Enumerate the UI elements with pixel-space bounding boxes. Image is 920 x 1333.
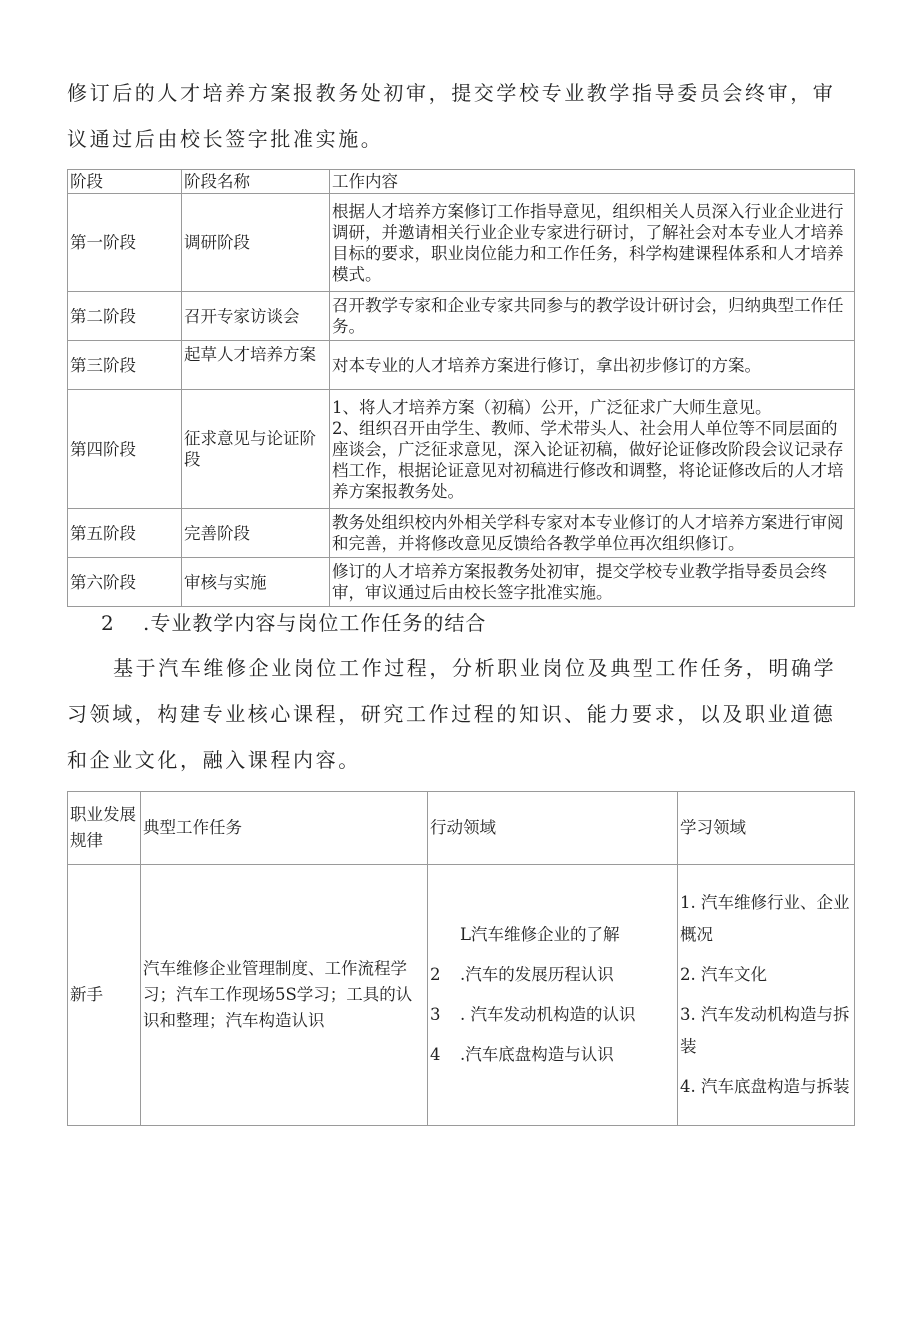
learning-item: 3. 汽车发动机构造与拆装 [680, 1005, 850, 1056]
stage-name-cell [182, 341, 330, 390]
header-cell: 职业发展规律 [68, 792, 141, 865]
table-row [68, 341, 855, 390]
stage-cell: 第四阶段 [68, 390, 182, 509]
stage-name-cell: 完善阶段 [182, 509, 330, 558]
stage-content-cell: 对本专业的人才培养方案进行修订，拿出初步修订的方案。 [330, 341, 855, 390]
stage-name-cell: 审核与实施 [182, 558, 330, 607]
stage-cell: 第六阶段 [68, 558, 182, 607]
stage-cell: 第二阶段 [68, 292, 182, 341]
action-item: 3 . 汽车发动机构造的认识 [430, 1005, 636, 1024]
stage-cell: 第三阶段 [68, 341, 182, 390]
section-heading [67, 607, 857, 636]
table-header-row [68, 170, 855, 194]
learning-item: 1. 汽车维修行业、企业概况 [680, 893, 850, 944]
stage-cell: 第五阶段 [68, 509, 182, 558]
table-row [68, 292, 855, 341]
stage-content-cell: 修订的人才培养方案报教务处初审，提交学校专业教学指导委员会终审，审议通过后由校长签字批准实施。 [330, 558, 855, 607]
learning-field-cell [678, 865, 855, 1126]
typical-tasks-cell: 汽车维修企业管理制度、工作流程学习；汽车工作现场5S学习；工具的认识和整理；汽车构造认识 [141, 865, 428, 1126]
table-row [68, 390, 855, 509]
content-line: 1、将人才培养方案（初稿）公开，广泛征求广大师生意见。 [332, 397, 772, 417]
header-cell: 典型工作任务 [141, 792, 428, 865]
stage-content-cell: 召开教学专家和企业专家共同参与的教学设计研讨会，归纳典型工作任务。 [330, 292, 855, 341]
table-row [68, 865, 855, 1126]
header-cell: 阶段 [68, 170, 182, 194]
stage-content-cell: 教务处组织校内外相关学科专家对本专业修订的人才培养方案进行审阅和完善，并将修改意见反馈给各教学单位再次组织修订。 [330, 509, 855, 558]
task-table [67, 791, 855, 1126]
action-field-cell [428, 865, 678, 1126]
header-cell: 学习领域 [678, 792, 855, 865]
section-title: .专业教学内容与岗位工作任务的结合 [143, 611, 487, 635]
stage-name-text: 起草人才培养方案 [184, 345, 316, 364]
header-cell: 阶段名称 [182, 170, 330, 194]
action-item: 2 .汽车的发展历程认识 [430, 965, 614, 984]
action-item: L汽车维修企业的了解 [460, 925, 620, 944]
stage-name-cell: 征求意见与论证阶段 [182, 390, 330, 509]
stage-cell: 第一阶段 [68, 194, 182, 292]
header-cell: 行动领域 [428, 792, 678, 865]
table-row [68, 194, 855, 292]
stage-name-cell: 召开专家访谈会 [182, 292, 330, 341]
section-body-paragraph: 基于汽车维修企业岗位工作过程，分析职业岗位及典型工作任务，明确学习领域，构建专业核心课程，研究工作过程的知识、能力要求，以及职业道德和企业文化，融入课程内容。 [67, 656, 837, 772]
learning-item: 4. 汽车底盘构造与拆装 [680, 1077, 850, 1096]
table-header-row [68, 792, 855, 865]
stage-content-cell [330, 390, 855, 509]
table-row [68, 558, 855, 607]
stage-content-cell: 根据人才培养方案修订工作指导意见，组织相关人员深入行业企业进行调研，并邀请相关行业企业专家进行研讨，了解社会对本专业人才培养目标的要求，职业岗位能力和工作任务，科学构建课程体系和人才培养模式。 [330, 194, 855, 292]
header-cell: 工作内容 [330, 170, 855, 194]
stage-name-cell: 调研阶段 [182, 194, 330, 292]
content-line: 2、组织召开由学生、教师、学术带头人、社会用人单位等不同层面的座谈会，广泛征求意见，深入论证初稿，做好论证修改阶段会议记录存档工作，根据论证意见对初稿进行修改和调整，将论证修改后的人才培养方案报教务处。 [332, 418, 844, 501]
career-stage-cell: 新手 [68, 865, 141, 1126]
stage-table [67, 169, 855, 607]
intro-paragraph: 修订后的人才培养方案报教务处初审，提交学校专业教学指导委员会终审，审议通过后由校长签字批准实施。 [67, 81, 836, 151]
learning-item: 2. 汽车文化 [680, 965, 767, 984]
section-number: 2 [101, 611, 115, 635]
action-item: 4 .汽车底盘构造与认识 [430, 1045, 614, 1064]
table-row [68, 509, 855, 558]
